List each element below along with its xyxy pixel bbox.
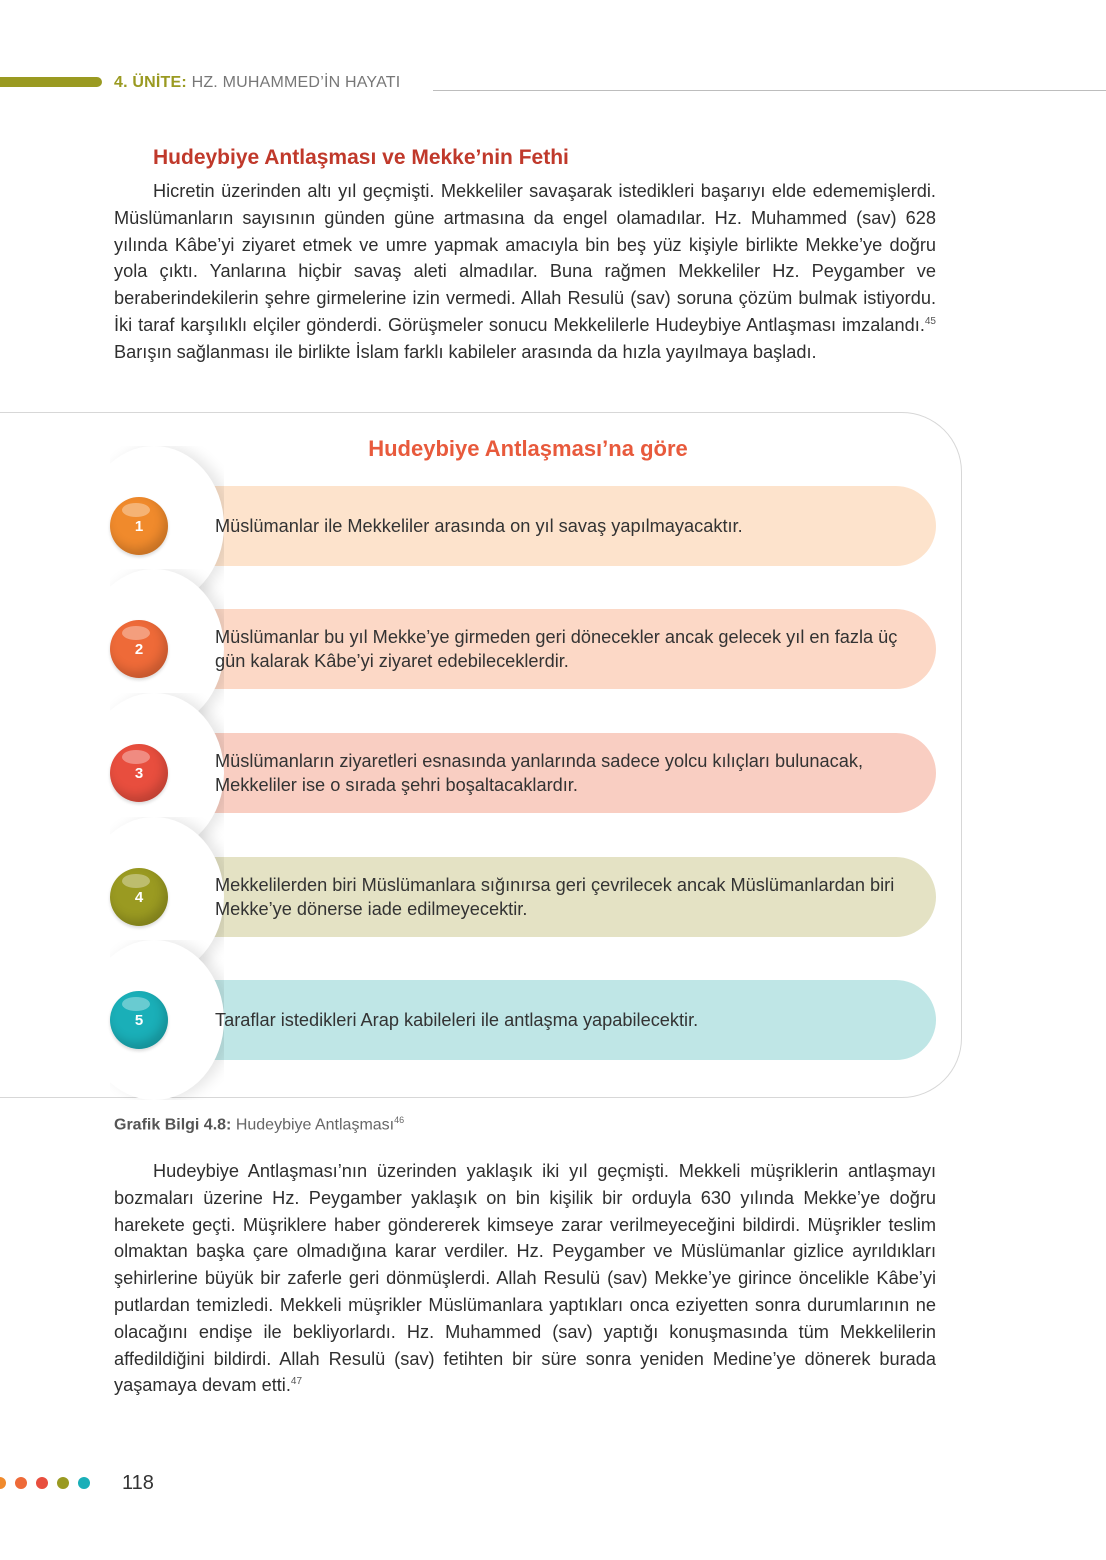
paragraph-2-text: Hudeybiye Antlaşması’nın üzerinden yaklaşık iki yıl geçmişti. Mekkeli müşriklerin antlaşmayı bozmaları üzerine Hz. Peygamber yaklaşık on bin kişilik bir orduyla 630 yılında Mekke’ye doğru harekete geçti. Müşriklere haber göndererek kimseye zarar verilmeyeceğini bildirdi. Müşrikler teslim olmaktan başka çare olmadığına karar verdiler. Hz. Peygamber ve Müslümanlar gizlice ayrıldıkları şehirlerine büyük bir zaferle geri dönmüşlerdi. Allah Resulü (sav) Mekke’ye girince öncelikle Kâbe’yi putlardan temizledi. Mekkeli müşrikler Müslümanlara yaptıkları onca eziyetten sonra durumlarının ne olacağını endişe ile bekliyorlardı. Hz. Muhammed (sav) yaptığı konuşmasında tüm Mekkelilerin affedildiğini bildirdi. Allah Resulü (sav) fetihten bir süre sonra yeniden Medine’ye dönerek burada yaşamaya devam etti.: [114, 1161, 936, 1396]
paragraph-1: [114, 178, 936, 366]
footer-dots: [0, 1477, 90, 1489]
unit-title: HZ. MUHAMMED’İN HAYATI: [191, 74, 401, 91]
footnote-ref-47[interactable]: 47: [290, 1376, 303, 1388]
number-badge: [110, 497, 168, 555]
number-badge: [110, 868, 168, 926]
footnote-ref-46[interactable]: 46: [394, 1115, 405, 1125]
paragraph-1-text: Hicretin üzerinden altı yıl geçmişti. Mekkeliler savaşarak istedikleri başarıyı elde edememişlerdi. Müslümanların sayısının günden güne artmasına da engel olamadılar. Hz. Muhammed (sav) 628 yılında Kâbe’yi ziyaret etmek ve umre yapmak amacıyla bin beş yüz kişiyle birlikte Mekke’ye doğru yola çıktı. Yanlarına hiçbir savaş aleti almadılar. Buna rağmen Mekkeliler Hz. Peygamber ve beraberindekilerin şehre girmelerine izin vermedi. Allah Resulü (sav) soruna çözüm bulmak istiyordu. İki taraf karşılıklı elçiler gönderdi. Görüşmeler sonucu Mekkelilerle Hudeybiye Antlaşması imzalandı.: [114, 181, 936, 335]
treaty-term-item: [110, 980, 936, 1060]
footer-dot: [15, 1477, 27, 1489]
number-badge: [110, 620, 168, 678]
treaty-term-item: [110, 733, 936, 813]
footer-dot: [36, 1477, 48, 1489]
paragraph-2: [114, 1158, 936, 1399]
treaty-term-item: [110, 857, 936, 937]
term-text: Müslümanlar bu yıl Mekke’ye girmeden geri dönecekler ancak gelecek yıl en fazla üç gün kalarak Kâbe’yi ziyaret edebileceklerdir.: [215, 627, 898, 671]
number-label: 5: [134, 1011, 144, 1029]
treaty-term-item: [110, 609, 936, 689]
treaty-term-item: [110, 486, 936, 566]
number-label: 1: [134, 517, 144, 535]
number-label: 3: [134, 764, 144, 782]
page-number: 118: [122, 1472, 154, 1494]
unit-color-bar: [0, 77, 102, 87]
running-header: [114, 74, 400, 92]
number-badge: [110, 744, 168, 802]
header-rule: [433, 90, 1106, 91]
term-text: Mekkelilerden biri Müslümanlara sığınırsa geri çevrilecek ancak Müslümanlardan biri Mekke’ye dönerse iade edilmeyecektir.: [215, 875, 895, 919]
infographic-title: Hudeybiye Antlaşması’na göre: [368, 436, 688, 461]
footer-dot: [78, 1477, 90, 1489]
number-badge: [110, 991, 168, 1049]
footnote-ref-45[interactable]: 45: [924, 315, 936, 327]
section-title: Hudeybiye Antlaşması ve Mekke’nin Fethi: [153, 146, 569, 169]
caption-text: Hudeybiye Antlaşması: [231, 1116, 395, 1134]
term-text: Taraflar istedikleri Arap kabileleri ile antlaşma yapabilecektir.: [215, 1010, 699, 1030]
footer-dot: [57, 1477, 69, 1489]
footer-dot: [0, 1477, 6, 1489]
term-text: Müslümanlar ile Mekkeliler arasında on yıl savaş yapılmayacaktır.: [215, 516, 743, 536]
unit-number: 4. ÜNİTE:: [114, 74, 187, 91]
figure-caption: [114, 1115, 404, 1134]
term-text: Müslümanların ziyaretleri esnasında yanlarında sadece yolcu kılıçları bulunacak, Mekkeliler ise o sırada şehri boşaltacaklardır.: [215, 751, 864, 795]
caption-label: Grafik Bilgi 4.8:: [114, 1116, 232, 1134]
number-label: 4: [134, 888, 144, 906]
paragraph-1-tail: Barışın sağlanması ile birlikte İslam farklı kabileler arasında da hızla yayılmaya başladı.: [114, 341, 817, 362]
number-label: 2: [134, 640, 144, 658]
